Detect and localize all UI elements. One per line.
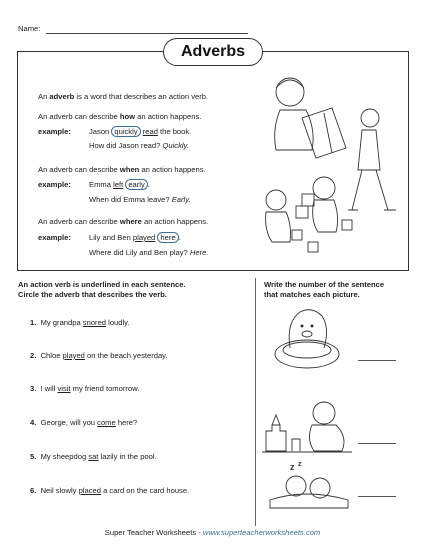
right-instruction-2: that matches each picture.: [264, 290, 360, 299]
page-title: Adverbs: [180, 43, 246, 60]
sentence-verb: visit: [57, 384, 71, 393]
sentence-number: 2.: [30, 351, 37, 360]
how-post: an action happens.: [135, 112, 202, 121]
sentence-post: my friend tomorrow.: [70, 384, 140, 393]
where-ex-s2: .: [178, 233, 181, 242]
answer-line-beach[interactable]: [358, 443, 396, 444]
sentence-verb: sat: [88, 452, 99, 461]
how-question: [89, 141, 189, 151]
where-ex-adverb: here: [157, 232, 178, 243]
how-key: how: [119, 112, 136, 121]
answer-line-grandpa[interactable]: [358, 496, 396, 497]
left-instruction-1: An action verb is underlined in each sentence.: [18, 280, 186, 289]
how-example: [89, 127, 191, 137]
name-label: Name:: [18, 24, 41, 33]
where-a: Here.: [189, 248, 209, 257]
sentence-pre: I will: [40, 384, 58, 393]
sentence-pre: Chloe: [40, 351, 63, 360]
example-label-where: example:: [38, 233, 71, 242]
when-line: [38, 165, 206, 175]
where-line: [38, 217, 208, 227]
when-a: Early.: [171, 195, 191, 204]
sentence-pre: My sheepdog: [40, 452, 89, 461]
left-instruction-2: Circle the adverb that describes the verb.: [18, 290, 167, 299]
svg-text:z: z: [298, 461, 302, 468]
when-q: When did Emma leave?: [89, 195, 172, 204]
where-example: [89, 233, 181, 243]
sentence-pre: Neil slowly: [40, 486, 79, 495]
when-post: an action happens.: [139, 165, 206, 174]
example-label-how: example:: [38, 127, 71, 136]
sentence-verb: snored: [82, 318, 107, 327]
reading-boy-illustration: [262, 70, 402, 260]
sentence-number: 6.: [30, 486, 37, 495]
where-question: [89, 248, 208, 258]
where-post: an action happens.: [141, 217, 209, 226]
where-q: Where did Lily and Ben play?: [89, 248, 190, 257]
sentence-post: lazily in the pool.: [98, 452, 157, 461]
sentence-verb: placed: [78, 486, 101, 495]
sentence-1: [30, 318, 130, 328]
sentence-verb: played: [62, 351, 85, 360]
when-key: when: [119, 165, 140, 174]
when-ex-verb: left: [113, 180, 124, 189]
sentence-number: 3.: [30, 384, 37, 393]
title-pill: [163, 38, 263, 66]
footer-url[interactable]: www.superteacherworksheets.com: [202, 528, 321, 537]
definition-line: [38, 92, 208, 102]
sentence-pre: My grandpa: [40, 318, 83, 327]
sentence-pre: George, will you: [40, 418, 98, 427]
when-question: [89, 195, 191, 205]
where-key: where: [119, 217, 142, 226]
example-label-when: example:: [38, 180, 71, 189]
where-ex-s1: Lily and Ben: [89, 233, 133, 242]
where-ex-verb: played: [132, 233, 156, 242]
sentence-5: [30, 452, 157, 462]
sentence-number: 4.: [30, 418, 37, 427]
when-example: [89, 180, 150, 190]
footer-brand: Super Teacher Worksheets -: [104, 528, 203, 537]
how-ex-s2: the book.: [157, 127, 192, 136]
sentence-4: [30, 418, 137, 428]
sentence-post: on the beach yesterday.: [84, 351, 168, 360]
sentence-number: 1.: [30, 318, 37, 327]
when-ex-adverb: early: [125, 179, 147, 190]
when-pre: An adverb can describe: [38, 165, 120, 174]
when-ex-s2: .: [147, 180, 150, 189]
sentence-6: [30, 486, 189, 496]
sentence-post: loudly.: [106, 318, 130, 327]
def-word: adverb: [49, 92, 75, 101]
column-divider: [255, 278, 256, 526]
sentence-post: a card on the card house.: [100, 486, 190, 495]
sentence-number: 5.: [30, 452, 37, 461]
how-q: How did Jason read?: [89, 141, 163, 150]
sheepdog-pool-illustration: [272, 302, 342, 372]
how-pre: An adverb can describe: [38, 112, 120, 121]
svg-text:z: z: [290, 462, 295, 472]
sentence-3: [30, 384, 139, 394]
footer: [0, 528, 425, 538]
how-a: Quickly.: [162, 141, 189, 150]
answer-line-sheepdog[interactable]: [358, 360, 396, 361]
name-line[interactable]: [46, 33, 248, 34]
def-pre: An: [38, 92, 50, 101]
where-pre: An adverb can describe: [38, 217, 120, 226]
snoring-grandpa-illustration: [266, 460, 352, 510]
when-ex-s1: Emma: [89, 180, 114, 189]
how-ex-s1: Jason: [89, 127, 112, 136]
how-line: [38, 112, 201, 122]
how-ex-verb: read: [142, 127, 158, 136]
def-post: is a word that describes an action verb.: [74, 92, 209, 101]
beach-sandcastle-illustration: [262, 395, 352, 455]
sentence-2: [30, 351, 168, 361]
how-ex-adverb: quickly: [111, 126, 140, 137]
sentence-post: here?: [115, 418, 138, 427]
right-instruction-1: Write the number of the sentence: [264, 280, 385, 289]
sentence-verb: come: [97, 418, 116, 427]
